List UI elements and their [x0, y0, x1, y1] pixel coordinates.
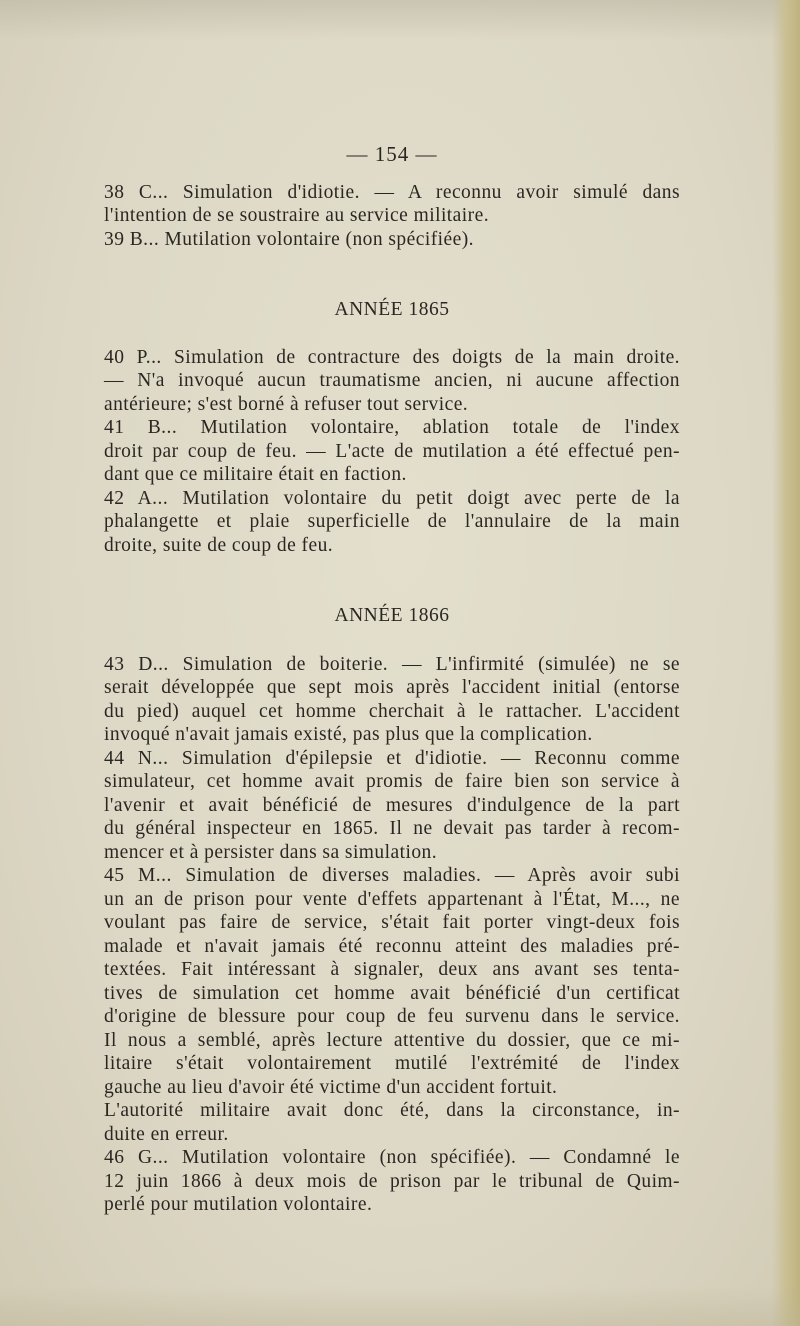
text-line: 46 G... Mutilation volontaire (non spécifiée). — Condamné le — [104, 1147, 680, 1168]
text-line: d'origine de blessure pour coup de feu survenu dans le service. — [104, 1006, 680, 1027]
text-line: gauche au lieu d'avoir été victime d'un accident fortuit. — [104, 1076, 558, 1098]
text-line: Il nous a semblé, après lecture attentive du dossier, que ce mi- — [104, 1029, 680, 1051]
text-line: phalangette et plaie superficielle de l'annulaire de la main — [104, 511, 680, 532]
text-line: — N'a invoqué aucun traumatisme ancien, ni aucune affection — [104, 370, 680, 391]
text-line: droite, suite de coup de feu. — [104, 534, 334, 556]
case-entry — [104, 181, 680, 228]
case-entry — [104, 416, 680, 487]
text-line: l'avenir et avait bénéficié de mesures d'indulgence de la part — [104, 794, 680, 816]
text-line: textées. Fait intéressant à signaler, deux ans avant ses tenta- — [104, 959, 680, 980]
page-top-shadow — [0, 0, 800, 40]
text-line: 42 A... Mutilation volontaire du petit doigt avec perte de la — [104, 487, 680, 509]
case-entry — [104, 346, 680, 417]
text-line: un an de prison pour vente d'effets appartenant à l'État, M..., ne — [104, 888, 680, 910]
entries-top — [104, 181, 680, 252]
text-line: 45 M... Simulation de diverses maladies. — Après avoir subi — [104, 865, 680, 886]
text-line: 44 N... Simulation d'épilepsie et d'idiotie. — Reconnu comme — [104, 747, 680, 769]
text-line: voulant pas faire de service, s'était fait porter vingt-deux fois — [104, 912, 680, 933]
case-entry — [104, 487, 680, 558]
case-entry — [104, 1099, 680, 1146]
text-line: L'autorité militaire avait donc été, dans la circonstance, in- — [104, 1100, 680, 1121]
page-number: — 154 — — [346, 142, 438, 166]
text-line: 41 B... Mutilation volontaire, ablation totale de l'index — [104, 417, 680, 438]
text-line: mencer et à persister dans sa simulation. — [104, 841, 438, 863]
case-entry — [104, 228, 680, 252]
entries-1865 — [104, 346, 680, 558]
section-heading-1866: ANNÉE 1866 — [334, 605, 450, 626]
text-line: tives de simulation cet homme avait bénéficié d'un certificat — [104, 982, 680, 1004]
text-line: droit par coup de feu. — L'acte de mutilation a été effectué pen- — [104, 440, 680, 462]
case-entry — [104, 1146, 680, 1217]
text-line: duite en erreur. — [104, 1123, 229, 1145]
section-heading-1865: ANNÉE 1865 — [334, 299, 450, 320]
text-line: l'intention de se soustraire au service militaire. — [104, 205, 490, 226]
text-line: litaire s'était volontairement mutilé l'extrémité de l'index — [104, 1053, 680, 1074]
text-line: invoqué n'avait jamais existé, pas plus que la complication. — [104, 724, 593, 745]
page-text-block — [104, 143, 680, 1217]
case-entry — [104, 747, 680, 865]
text-line: 12 juin 1866 à deux mois de prison par le tribunal de Quim- — [104, 1170, 680, 1192]
text-line: 38 C... Simulation d'idiotie. — A reconnu avoir simulé dans — [104, 181, 680, 203]
entries-1866 — [104, 653, 680, 1217]
text-line: 43 D... Simulation de boiterie. — L'infirmité (simulée) ne se — [104, 653, 680, 675]
text-line: antérieure; s'est borné à refuser tout service. — [104, 393, 469, 415]
text-line: serait développée que sept mois après l'accident initial (entorse — [104, 677, 680, 698]
text-line: simulateur, cet homme avait promis de faire bien son service à — [104, 771, 680, 792]
text-line: 40 P... Simulation de contracture des doigts de la main droite. — [104, 346, 680, 368]
page-right-edge — [772, 0, 800, 1326]
text-line: perlé pour mutilation volontaire. — [104, 1194, 373, 1215]
text-line: du général inspecteur en 1865. Il ne devait pas tarder à recom- — [104, 818, 680, 839]
page-bottom-shadow — [0, 1286, 800, 1326]
text-line: 39 B... Mutilation volontaire (non spécifiée). — [104, 228, 474, 250]
text-line: dant que ce militaire était en faction. — [104, 464, 407, 485]
text-line: malade et n'avait jamais été reconnu atteint des maladies pré- — [104, 935, 680, 957]
text-line: du pied) auquel cet homme cherchait à le rattacher. L'accident — [104, 700, 680, 722]
case-entry — [104, 653, 680, 747]
case-entry — [104, 864, 680, 1099]
